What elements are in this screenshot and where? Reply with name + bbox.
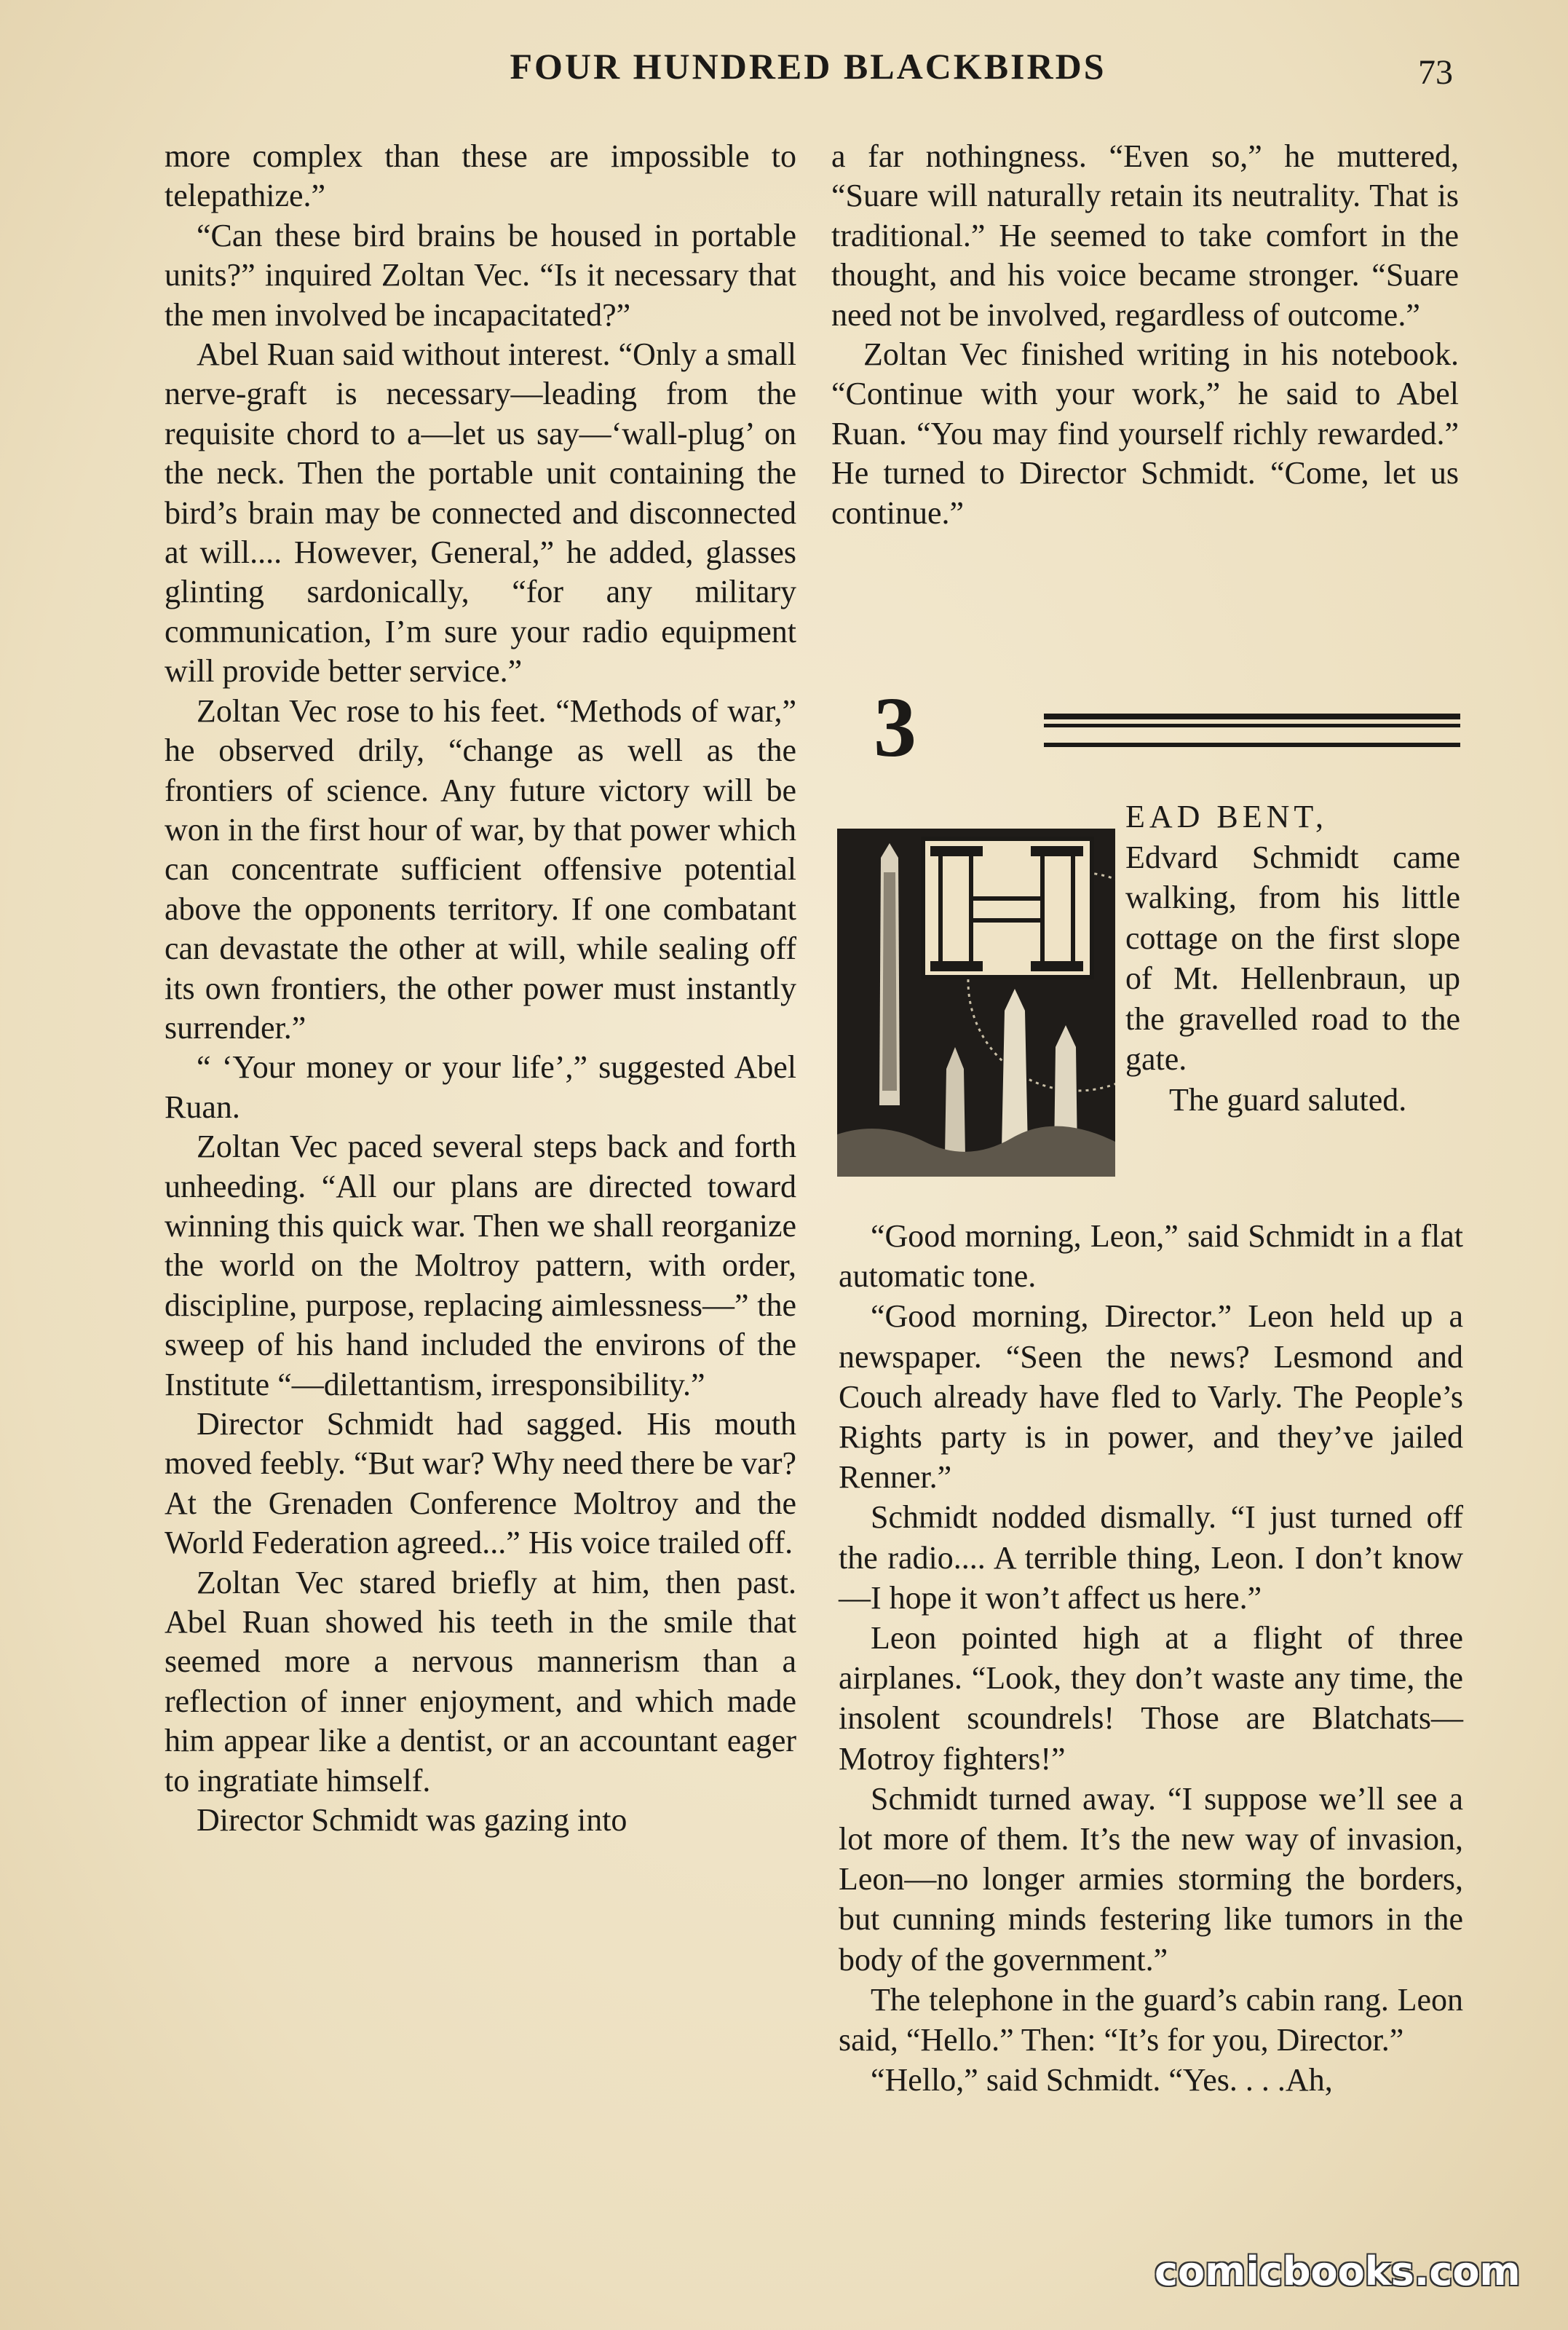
chapter-opening (1125, 797, 1460, 1120)
paragraph: “Good morning, Director.” Leon held up a newspaper. “Seen the news? Lesmond and Couch already have fled to Varly. The People’s Rights party is in power, and they’ve jailed Renner.” (839, 1298, 1463, 1496)
right-column-top (831, 137, 1459, 533)
chapter-number: 3 (874, 679, 916, 775)
paragraph: “Hello,” said Schmidt. “Yes. . . .Ah, (871, 2062, 1333, 2098)
paragraph: “ ‘Your money or your life’,” suggested Abel Ruan. (165, 1049, 796, 1125)
left-column (165, 137, 796, 1840)
paragraph: “Can these bird brains be housed in portable units?” inquired Zoltan Vec. “Is it necessary that the men involved be incapacitated?” (165, 217, 796, 333)
paragraph: Zoltan Vec stared briefly at him, then past. Abel Ruan showed his teeth in the smile that seemed more a nervous mannerism than a reflection of inner enjoyment, and which made him appear like a dentist, or an accountant eager to ingratiate himself. (165, 1564, 796, 1798)
paragraph: “Good morning, Leon,” said Schmidt in a flat automatic tone. (839, 1218, 1463, 1295)
paragraph: Zoltan Vec paced several steps back and forth unheeding. “All our plans are directed toward winning this quick war. Then we shall reorganize the world on the Moltroy pattern, with order, discipline, purpose, replacing aimlessness—” the sweep of his hand included the environs of the Institute “—dilettantism, irresponsibility.” (165, 1129, 796, 1402)
paragraph: Zoltan Vec finished writing in his notebook. “Continue with your work,” he said to Abel Ruan. “You may find yourself richly rewarded.” He turned to Director Schmidt. “Come, let us continue.” (831, 336, 1459, 531)
paragraph: Schmidt turned away. “I suppose we’ll see a lot more of them. It’s the new way of invasion, Leon—no longer armies storming the borders, but cunning minds festering like tumors in the body of the government.” (839, 1780, 1463, 1978)
page-number: 73 (1418, 53, 1453, 92)
watermark: comicbooks.com (1155, 2248, 1521, 2294)
running-title: FOUR HUNDRED BLACKBIRDS (510, 46, 1106, 87)
paragraph: Schmidt nodded dismally. “I just turned off the radio.... A terrible thing, Leon. I don’t know—I hope it won’t affect us here.” (839, 1499, 1463, 1616)
paragraph: more complex than these are impossible to telepathize.” (165, 138, 796, 214)
rockets-illustration (837, 829, 1115, 1177)
chapter-rule (1044, 724, 1460, 727)
opening-line: EAD BENT, (1125, 799, 1329, 834)
opening-paragraph: The guard saluted. (1169, 1081, 1407, 1118)
paragraph: Zoltan Vec rose to his feet. “Methods of war,” he observed drily, “change as well as the frontiers of science. Any future victory will be won in the first hour of war, by that power which can concentrate sufficient offensive potential above the opponents territory. If one combatant can devastate the other at will, while sealing off its own frontiers, the other power must instantly surrender.” (165, 692, 796, 1046)
chapter-rule (1044, 743, 1460, 747)
chapter-rule (1044, 714, 1460, 719)
paragraph: Director Schmidt had sagged. His mouth moved feebly. “But war? Why need there be var? At the Grenaden Conference Moltroy and the World Federation agreed...” His voice trailed off. (165, 1406, 796, 1561)
paragraph: a far nothingness. “Even so,” he muttered, “Suare will naturally retain its neutrality. That is traditional.” He seemed to take comfort in the thought, and his voice became stronger. “Suare need not be involved, regardless of outcome.” (831, 138, 1459, 333)
paragraph: Leon pointed high at a flight of three airplanes. “Look, they don’t waste any time, the insolent scoundrels! Those are Blatchats—Motroy fighters!” (839, 1620, 1463, 1777)
paragraph: Director Schmidt was gazing into (197, 1802, 627, 1839)
paragraph: The telephone in the guard’s cabin rang. Leon said, “Hello.” Then: “It’s for you, Director.” (839, 1981, 1463, 2058)
paragraph: Abel Ruan said without interest. “Only a small nerve-graft is necessary—leading from the requisite chord to a—let us say—‘wall-plug’ on the neck. Then the portable unit containing the bird’s brain may be connected and disconnected at will.... However, General,” he added, glasses glinting sardonically, “for any military communication, I’m sure your radio equipment will provide better service.” (165, 336, 796, 690)
right-column-bottom (839, 1216, 1463, 2100)
opening-paragraph: Edvard Schmidt came walking, from his little cottage on the first slope of Mt. Hellenbraun, up the gravelled road to the gate. (1125, 839, 1460, 1077)
